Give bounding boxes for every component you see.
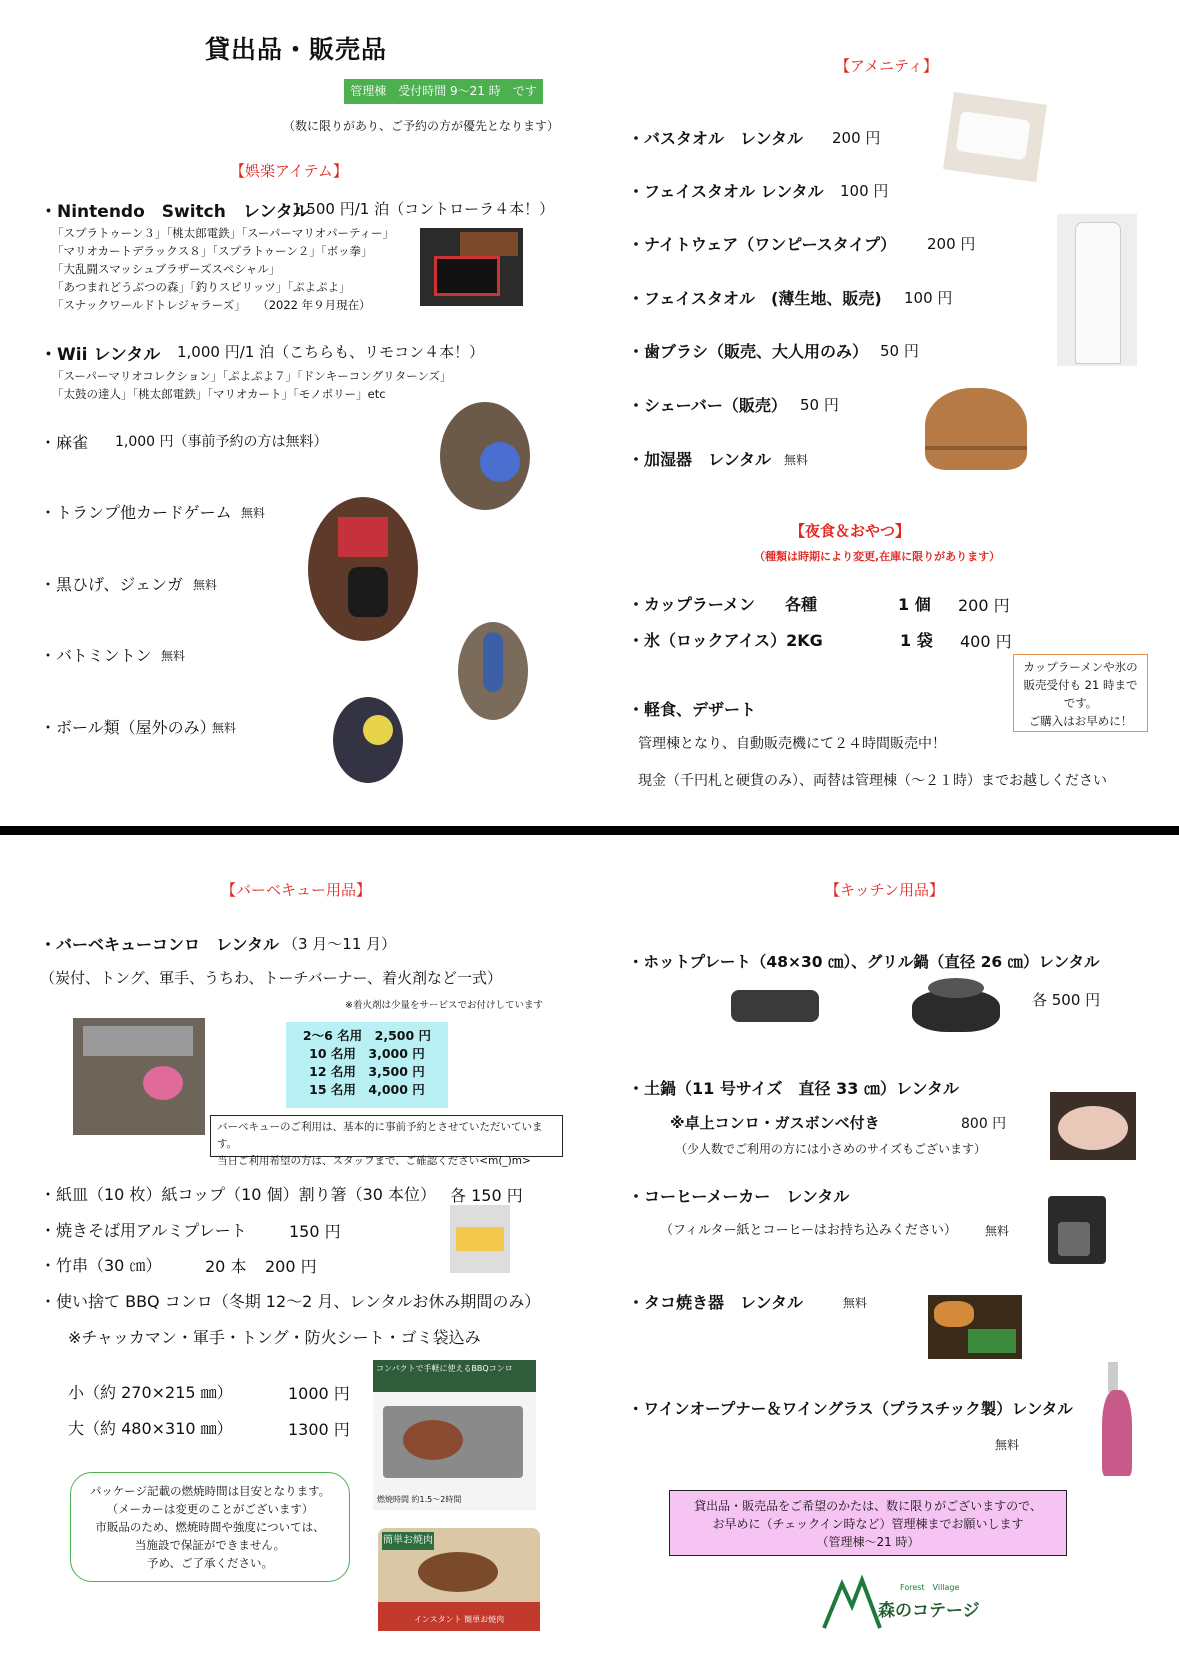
small-size-price: 1000 円 (288, 1384, 350, 1403)
list-item: 「太鼓の達人」「桃太郎電鉄」「マリオカート」「モノポリー」etc (52, 387, 386, 401)
grill-pot-photo (908, 972, 1004, 1038)
grill-rates (286, 1022, 448, 1108)
grill-includes: （炭付、トング、軍手、うちわ、トーチバーナー、着火剤など一式） (40, 969, 503, 987)
ramen-price: 200 円 (958, 596, 1010, 615)
amenity-toothbrush: ・歯ブラシ（販売、大人用のみ） (628, 342, 869, 361)
ramen-kind: 各種 (785, 595, 818, 614)
foil-photo (450, 1205, 510, 1273)
section-bbq: 【バーベキュー用品】 (221, 881, 372, 899)
balls-photo (333, 697, 403, 783)
cards-label: ・トランプ他カードゲーム (40, 503, 232, 522)
disposable-grill-photo (373, 1360, 536, 1510)
amenity-bath-towel-price: 200 円 (832, 129, 881, 147)
logo-name: 森のコテージ (878, 1601, 980, 1621)
balls-price: 無料 (212, 721, 237, 735)
mahjong-photo (440, 402, 530, 510)
grill-period: （3 月～11 月） (283, 935, 397, 953)
coffee-label: ・コーヒーメーカー レンタル (628, 1187, 850, 1206)
takoyaki-label: ・タコ焼き器 レンタル (628, 1293, 803, 1312)
package-line: 当施設で保証ができません。 (134, 1538, 286, 1552)
list-item: 「スプラトゥーン３」「桃太郎電鉄」「スーパーマリオパーティー」 (52, 226, 395, 240)
badminton-photo (458, 622, 528, 720)
notice-line: ご購入はお早めに！ (1028, 714, 1133, 728)
amenity-shaver: ・シェーバー（販売） (628, 396, 787, 415)
donabe-note: （少人数でご利用の方には小さめのサイズもございます） (675, 1142, 987, 1156)
coffee-maker-photo (1040, 1192, 1114, 1268)
amenity-nightwear: ・ナイトウェア（ワンピースタイプ） (628, 235, 897, 254)
ice-label: ・氷（ロックアイス）2KG (628, 631, 823, 650)
mountain-icon (822, 1576, 882, 1630)
towel-photo (943, 92, 1047, 182)
pack-top-text: コンパクトで手軽に使えるBBQコンロ (373, 1360, 536, 1392)
small-size-label: 小（約 270×215 ㎜） (68, 1383, 233, 1402)
amenity-humidifier-price: 無料 (784, 453, 809, 467)
humidifier-photo (925, 388, 1027, 470)
switch-photo (420, 228, 523, 306)
snack-notice-box (1013, 654, 1148, 732)
amenity-face-towel-price: 100 円 (840, 182, 889, 200)
switch-game-list (52, 224, 394, 314)
hotplate-label: ・ホットプレート（48×30 ㎝）、グリル鍋（直径 26 ㎝）レンタル (628, 953, 1100, 971)
wine-price: 無料 (995, 1438, 1020, 1452)
wii-price: 1,000 円/1 泊（こちらも、リモコン４本！） (177, 343, 485, 361)
list-item: 「大乱闘スマッシュブラザーズスペシャル」 (52, 262, 281, 276)
switch-price: 1,500 円/1 泊（コントローラ４本！） (292, 200, 555, 218)
page-title: 貸出品・販売品 (205, 35, 388, 64)
pack-time-text: 燃焼時間 約1.5～2時間 (377, 1495, 462, 1504)
skewer-label: ・竹串（30 ㎝） (40, 1256, 162, 1275)
amenity-nightwear-price: 200 円 (927, 235, 976, 253)
rate-row: 10 名用 3,000 円 (309, 1046, 425, 1061)
coffee-note: （フィルター紙とコーヒーはお持ち込みください） (660, 1223, 957, 1238)
ramen-label: ・カップラーメン (628, 595, 756, 614)
wine-opener-photo (1100, 1362, 1134, 1478)
forest-village-logo (822, 1576, 982, 1630)
snack-note: （種類は時期により変更,在庫に限りがあります） (754, 550, 1001, 563)
notice-line: 販売受付も 21 時まで (1023, 678, 1138, 692)
priority-note: （数に限りがあり、ご予約の方が優先となります） (283, 119, 560, 133)
package-line: （メーカーは変更のことがございます） (106, 1502, 314, 1516)
foil-price: 150 円 (289, 1222, 341, 1241)
notice-line: 貸出品・販売品をご希望のかたは、数に限りがございますので、 (694, 1499, 1042, 1513)
fire-note: ※着火剤は少量をサービスでお付けしています (345, 1000, 543, 1011)
vending-text: 管理棟となり、自動販売機にて２４時間販売中！ (638, 736, 946, 752)
notice-line: （管理棟～21 時） (816, 1535, 920, 1549)
takoyaki-photo (928, 1295, 1022, 1359)
pack-brand: BBQコンロ (416, 1639, 502, 1658)
skewer-price: 200 円 (265, 1257, 317, 1276)
section-entertainment: 【娯楽アイテム】 (230, 162, 348, 180)
rate-row: 2～6 名用 2,500 円 (302, 1028, 432, 1043)
pack-easy-text: 簡単お焼肉 (382, 1532, 434, 1550)
amenity-toothbrush-price: 50 円 (880, 342, 919, 360)
coffee-price: 無料 (985, 1224, 1010, 1238)
list-item: 「スーパーマリオコレクション」「ぷよぷよ７」「ドンキーコングリターンズ」 (52, 369, 452, 383)
cards-price: 無料 (241, 506, 266, 520)
disposable-label: ・使い捨て BBQ コンロ（冬期 12～2 月、レンタルお休み期間のみ） (40, 1292, 541, 1311)
grill-photo (73, 1018, 205, 1135)
disposable-note: ※チャッカマン・軍手・トング・防火シート・ゴミ袋込み (68, 1328, 481, 1347)
pack-brand-small: インスタント 簡単お焼肉 (413, 1615, 505, 1624)
amenity-bath-towel: ・バスタオル レンタル (628, 129, 803, 148)
section-snack: 【夜食＆おやつ】 (790, 522, 911, 540)
donabe-label: ・土鍋（11 号サイズ 直径 33 ㎝）レンタル (628, 1079, 959, 1098)
hotplate-price: 各 500 円 (1032, 991, 1101, 1009)
kitchen-notice-box (669, 1490, 1067, 1556)
notice-line: カップラーメンや氷の (1023, 660, 1138, 674)
list-item: 「スナックワールドトレジャラーズ」 （2022 年９月現在） (52, 298, 371, 312)
list-item: 「マリオカートデラックス８」「スプラトゥーン２」「ボッ拳」 (52, 244, 373, 258)
bbq-package-photo (378, 1528, 540, 1658)
nightwear-photo (1057, 214, 1137, 366)
wii-label: ・Wii レンタル (40, 345, 161, 365)
amenity-face-towel: ・フェイスタオル レンタル (628, 182, 824, 201)
donabe-price: 800 円 (961, 1116, 1007, 1132)
reserve-line: 当日ご利用希望の方は、スタッフまで、ご確認ください<m(_)m> (217, 1155, 531, 1167)
package-line: 予め、ご了承ください。 (146, 1556, 274, 1570)
games-photo (308, 497, 418, 641)
reserve-line: バーベキューのご利用は、基本的に事前予約とさせていただいています。 (217, 1121, 543, 1150)
hotplate-photo (727, 982, 823, 1030)
package-line: 市販品のため、燃焼時間や強度については、 (95, 1520, 325, 1534)
list-item: 「あつまれどうぶつの森」「釣りスピリッツ」「ぷよぷよ」 (52, 280, 351, 294)
notice-line: お早めに（チェックイン時など）管理棟までお願いします (712, 1517, 1024, 1531)
amenity-humidifier: ・加湿器 レンタル (628, 450, 771, 469)
large-size-price: 1300 円 (288, 1420, 350, 1439)
reception-badge: 管理棟 受付時間 9～21 時 です (344, 79, 543, 104)
light-meal-label: ・軽食、デザート (628, 700, 757, 719)
amenity-thin-towel: ・フェイスタオル (薄生地、販売) (628, 289, 882, 308)
kurohige-price: 無料 (193, 578, 218, 592)
wii-game-list (52, 367, 452, 403)
plates-price: 各 150 円 (450, 1186, 523, 1205)
kurohige-label: ・黒ひげ、ジェンガ (40, 575, 184, 594)
reserve-note-box (210, 1115, 563, 1167)
ice-unit: 1 袋 (900, 631, 933, 650)
badminton-label: ・バトミントン (40, 646, 152, 665)
package-line: パッケージ記載の燃焼時間は目安となります。 (89, 1484, 331, 1498)
section-kitchen: 【キッチン用品】 (825, 881, 944, 899)
rate-row: 15 名用 4,000 円 (309, 1082, 425, 1097)
page-divider (0, 826, 1179, 835)
switch-label: ・Nintendo Switch レンタル (40, 202, 310, 222)
amenity-shaver-price: 50 円 (800, 396, 839, 414)
balls-label: ・ボール類（屋外のみ） (40, 718, 216, 737)
badminton-price: 無料 (161, 649, 186, 663)
donabe-sub: ※卓上コンロ・ガスボンベ付き (670, 1114, 880, 1132)
section-amenity: 【アメニティ】 (835, 57, 938, 75)
notice-line: です。 (1063, 696, 1098, 710)
wine-label: ・ワインオープナー＆ワイングラス（プラスチック製）レンタル (628, 1400, 1073, 1418)
rate-row: 12 名用 3,500 円 (309, 1064, 425, 1079)
takoyaki-price: 無料 (843, 1296, 868, 1310)
amenity-thin-towel-price: 100 円 (904, 289, 953, 307)
logo-subtitle: Forest Village (900, 1583, 960, 1592)
mahjong-price: 1,000 円（事前予約の方は無料） (115, 434, 328, 450)
large-size-label: 大（約 480×310 ㎜） (68, 1419, 233, 1438)
plates-label: ・紙皿（10 枚）紙コップ（10 個）割り箸（30 本位） (40, 1185, 437, 1204)
package-note-box (70, 1472, 350, 1582)
cash-text: 現金（千円札と硬貨のみ）、両替は管理棟（～２１時）までお越しください (638, 773, 1107, 789)
foil-label: ・焼きそば用アルミプレート (40, 1221, 247, 1240)
ice-price: 400 円 (960, 632, 1012, 651)
grill-label: ・バーベキューコンロ レンタル (40, 935, 279, 954)
skewer-qty: 20 本 (205, 1257, 247, 1276)
mahjong-label: ・麻雀 (40, 433, 89, 452)
donabe-photo (1050, 1092, 1136, 1160)
ramen-unit: 1 個 (898, 595, 931, 614)
